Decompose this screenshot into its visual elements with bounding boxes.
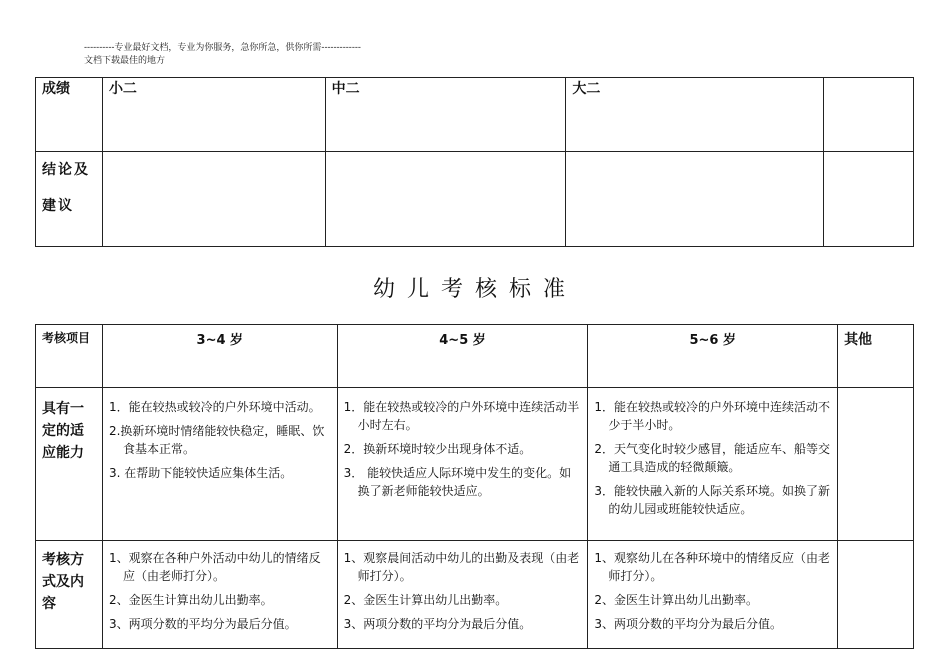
list-item: 2．天气变化时较少感冒，能适应车、船等交通工具造成的轻微颠簸。: [594, 442, 830, 474]
adaptability-other-cell: [838, 388, 914, 541]
conclusion-cell-empty: [824, 152, 914, 247]
other-header: 其他: [838, 325, 914, 388]
age-3-4-header: 3~4 岁: [102, 325, 337, 388]
grade-col-large: 大二: [566, 78, 824, 152]
adaptability-3-4-cell: [102, 388, 337, 541]
grade-col-empty: [824, 78, 914, 152]
grade-col-small: 小二: [102, 78, 325, 152]
grade-header-row: [36, 78, 914, 152]
list-item: 1．能在较热或较冷的户外环境中活动。: [108, 400, 321, 414]
grade-table: [35, 77, 914, 247]
conclusion-label: 结论及 建议: [36, 152, 103, 247]
list-item: 1．能在较热或较冷的户外环境中连续活动半小时左右。: [343, 400, 580, 432]
list-item: 2、金医生计算出幼儿出勤率。: [343, 593, 508, 607]
list-item: 1、观察幼儿在各种环境中的情绪反应（由老师打分）。: [594, 551, 830, 583]
method-5-6-cell: [588, 541, 838, 649]
list-item: 3．能较快融入新的人际关系环境。如换了新的幼儿园或班能较快适应。: [594, 484, 830, 516]
document-header: [84, 42, 361, 68]
list-item: 2、金医生计算出幼儿出勤率。: [108, 593, 273, 607]
list-item: 3、两项分数的平均分为最后分值。: [343, 617, 532, 631]
list-item: 1．能在较热或较冷的户外环境中连续活动不少于半小时。: [594, 400, 830, 432]
method-other-cell: [838, 541, 914, 649]
assessment-table: [35, 324, 914, 649]
list-item: 3、两项分数的平均分为最后分值。: [108, 617, 297, 631]
age-4-5-header: 4~5 岁: [337, 325, 588, 388]
assessment-header-row: [36, 325, 914, 388]
page-title: 幼儿考核标准: [372, 277, 577, 302]
method-row: [36, 541, 914, 649]
list-item: 1、观察晨间活动中幼儿的出勤及表现（由老师打分）。: [343, 551, 580, 583]
adaptability-row: [36, 388, 914, 541]
grade-label: 成绩: [36, 78, 103, 152]
assessment-item-label: 考核项目: [36, 325, 103, 388]
header-line-2: 文档下载最佳的地方: [84, 56, 166, 66]
list-item: 3. 在帮助下能较快适应集体生活。: [108, 466, 293, 480]
adaptability-label: 具有一 定的适 应能力: [36, 388, 103, 541]
list-item: 1、观察在各种户外活动中幼儿的情绪反应（由老师打分）。: [108, 551, 321, 583]
header-line-1: ----------专业最好文档，专业为你服务，急你所急，供你所需-------------: [84, 43, 361, 53]
list-item: 2、金医生计算出幼儿出勤率。: [594, 593, 758, 607]
list-item: 2．换新环境时较少出现身体不适。: [343, 442, 532, 456]
adaptability-4-5-cell: [337, 388, 588, 541]
conclusion-cell-large: [566, 152, 824, 247]
list-item: 3、两项分数的平均分为最后分值。: [594, 617, 782, 631]
conclusion-cell-small: [102, 152, 325, 247]
age-5-6-header: 5~6 岁: [588, 325, 838, 388]
method-4-5-cell: [337, 541, 588, 649]
conclusion-cell-middle: [325, 152, 566, 247]
method-label: 考核方 式及内 容: [36, 541, 103, 649]
grade-col-middle: 中二: [325, 78, 566, 152]
list-item: 3． 能较快适应人际环境中发生的变化。如换了新老师能较快适应。: [343, 466, 572, 498]
method-3-4-cell: [102, 541, 337, 649]
adaptability-5-6-cell: [588, 388, 838, 541]
conclusion-row: [36, 152, 914, 247]
list-item: 2.换新环境时情绪能较快稳定，睡眠、饮食基本正常。: [108, 424, 325, 456]
